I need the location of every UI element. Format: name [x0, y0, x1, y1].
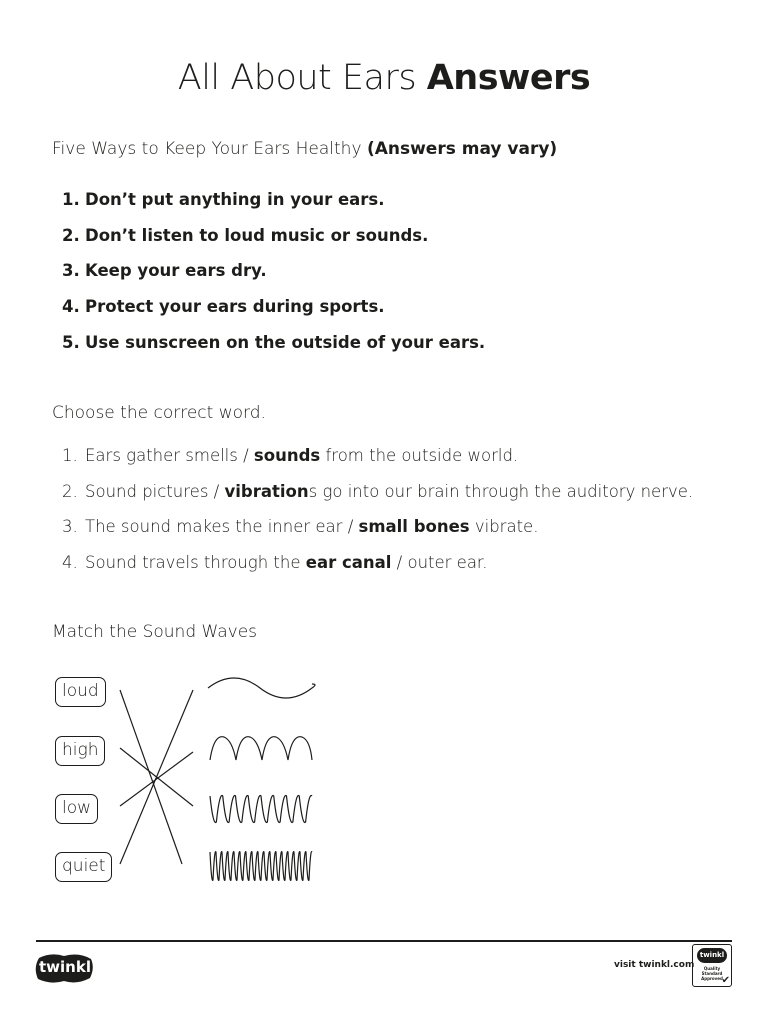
item-number: 5. [62, 333, 80, 352]
item-post: vibrate. [469, 517, 539, 536]
title-bold: Answers [426, 58, 591, 98]
item-post: / outer ear. [391, 553, 488, 572]
match-line-quiet [120, 690, 193, 864]
wave-loud [210, 737, 312, 760]
item-number: 1. [62, 446, 78, 465]
title-main: All About Ears [177, 58, 417, 98]
item-text: Use sunscreen on the outside of your ears. [85, 333, 486, 352]
item-number: 4. [62, 553, 78, 572]
section1-heading-text: Five Ways to Keep Your Ears Healthy [52, 139, 362, 159]
item-text: Protect your ears during sports. [85, 297, 385, 316]
section2-heading: Choose the correct word. [52, 403, 266, 423]
footer-divider [36, 940, 732, 942]
item-post: s go into our brain through the auditory nerve. [308, 482, 694, 501]
item-number: 4. [62, 297, 80, 316]
badge-logo: twinkl [697, 948, 727, 963]
item-pre: Ears gather smells / [85, 446, 254, 465]
item-number: 3. [62, 517, 78, 536]
item-post: from the outside world. [320, 446, 519, 465]
item-text: Keep your ears dry. [85, 261, 267, 280]
word-box-loud: loud [55, 677, 106, 707]
item-answer: small bones [358, 517, 470, 536]
wave-high [210, 852, 312, 881]
quality-badge [692, 944, 732, 987]
item-answer: vibration [224, 482, 309, 501]
word-box-low: low [55, 794, 98, 824]
item-number: 3. [62, 261, 80, 280]
item-number: 2. [62, 226, 80, 245]
wave-quiet [208, 678, 315, 698]
item-answer: sounds [253, 446, 321, 465]
check-icon: ✔ [721, 975, 730, 986]
section3-heading: Match the Sound Waves [52, 622, 258, 642]
section1-note: (Answers may vary) [366, 139, 558, 159]
item-number: 2. [62, 482, 78, 501]
item-number: 1. [62, 190, 80, 209]
word-box-high: high [55, 736, 105, 766]
word-box-quiet: quiet [55, 852, 112, 882]
item-text: Don’t put anything in your ears. [85, 190, 385, 209]
visit-link[interactable]: visit twinkl.com [614, 960, 695, 970]
item-answer: ear canal [305, 553, 392, 572]
logo-text: twinkl [39, 958, 91, 976]
item-text: Don’t listen to loud music or sounds. [85, 226, 429, 245]
item-pre: The sound makes the inner ear / [85, 517, 359, 536]
item-pre: Sound travels through the [85, 553, 306, 572]
badge-text: Quality Standard Approved [701, 966, 723, 981]
match-line-loud [120, 690, 182, 864]
wave-low [210, 796, 312, 823]
item-pre: Sound pictures / [85, 482, 225, 501]
